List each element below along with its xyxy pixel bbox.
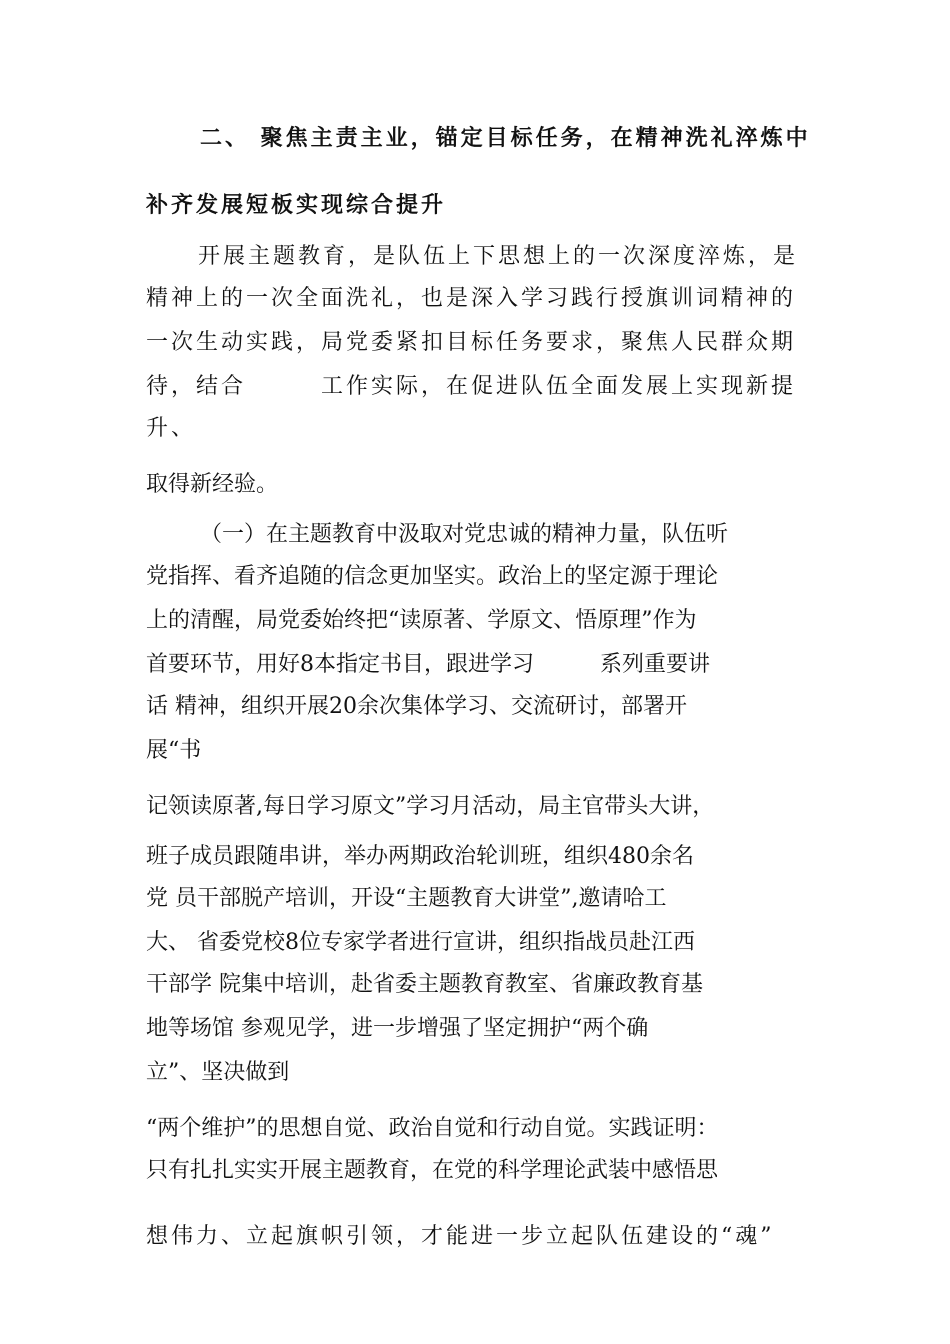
- paragraph-1-line-1: 开展主题教育，是队伍上下思想上的一次深度淬炼，是: [198, 244, 799, 269]
- paragraph-1-line-4: 待，结合 工作实际，在促进队伍全面发展上实现新提: [146, 374, 797, 399]
- paragraph-2-line-12: 地等场馆 参观见学，进一步增强了坚定拥护“两个确: [146, 1016, 649, 1041]
- paragraph-2-line-3: 上的清醒，局党委始终把“读原著、学原文、悟原理”作为: [146, 608, 697, 633]
- paragraph-2-line-14: “两个维护”的思想自觉、政治自觉和行动自觉。实践证明：: [146, 1116, 719, 1141]
- paragraph-1-line-3: 一次生动实践，局党委紧扣目标任务要求，聚焦人民群众期: [146, 330, 797, 355]
- paragraph-2-line-13: 立”、坚决做到: [146, 1060, 290, 1085]
- paragraph-2-line-2: 党指挥、看齐追随的信念更加坚实。政治上的坚定源于理论: [146, 564, 719, 589]
- paragraph-2-line-6: 展“书: [146, 738, 202, 763]
- paragraph-2-line-4: 首要环节，用好8本指定书目，跟进学习 系列重要讲: [146, 652, 710, 677]
- paragraph-2-line-10: 大、 省委党校8位专家学者进行宣讲，组织指战员赴江西: [146, 930, 695, 955]
- paragraph-2-line-8: 班子成员跟随串讲，举办两期政治轮训班，组织480余名: [146, 844, 694, 869]
- section-heading-line-1: 二、 聚焦主责主业，锚定目标任务，在精神洗礼淬炼中: [200, 126, 811, 151]
- paragraph-2-line-1: （一）在主题教育中汲取对党忠诚的精神力量，队伍听: [200, 522, 729, 547]
- paragraph-2-line-5: 话 精神，组织开展20余次集体学习、交流研讨，部署开: [146, 694, 687, 719]
- paragraph-2-line-15: 只有扎扎实实开展主题教育，在党的科学理论武装中感悟思: [146, 1158, 719, 1183]
- paragraph-2-line-9: 党 员干部脱产培训，开设“主题教育大讲堂”,邀请哈工: [146, 886, 667, 911]
- paragraph-2-line-7: 记领读原著,每日学习原文”学习月活动，局主官带头大讲，: [146, 794, 715, 819]
- paragraph-2-line-16: 想伟力、立起旗帜引领，才能进一步立起队伍建设的“魂”: [146, 1224, 775, 1249]
- paragraph-1-line-6: 取得新经验。: [146, 472, 279, 497]
- paragraph-1-line-5: 升、: [146, 416, 197, 441]
- section-heading-line-2: 补齐发展短板实现综合提升: [146, 193, 447, 218]
- paragraph-1-line-2: 精神上的一次全面洗礼，也是深入学习践行授旗训词精神的: [146, 286, 797, 311]
- paragraph-2-line-11: 干部学 院集中培训，赴省委主题教育教室、省廉政教育基: [146, 972, 703, 997]
